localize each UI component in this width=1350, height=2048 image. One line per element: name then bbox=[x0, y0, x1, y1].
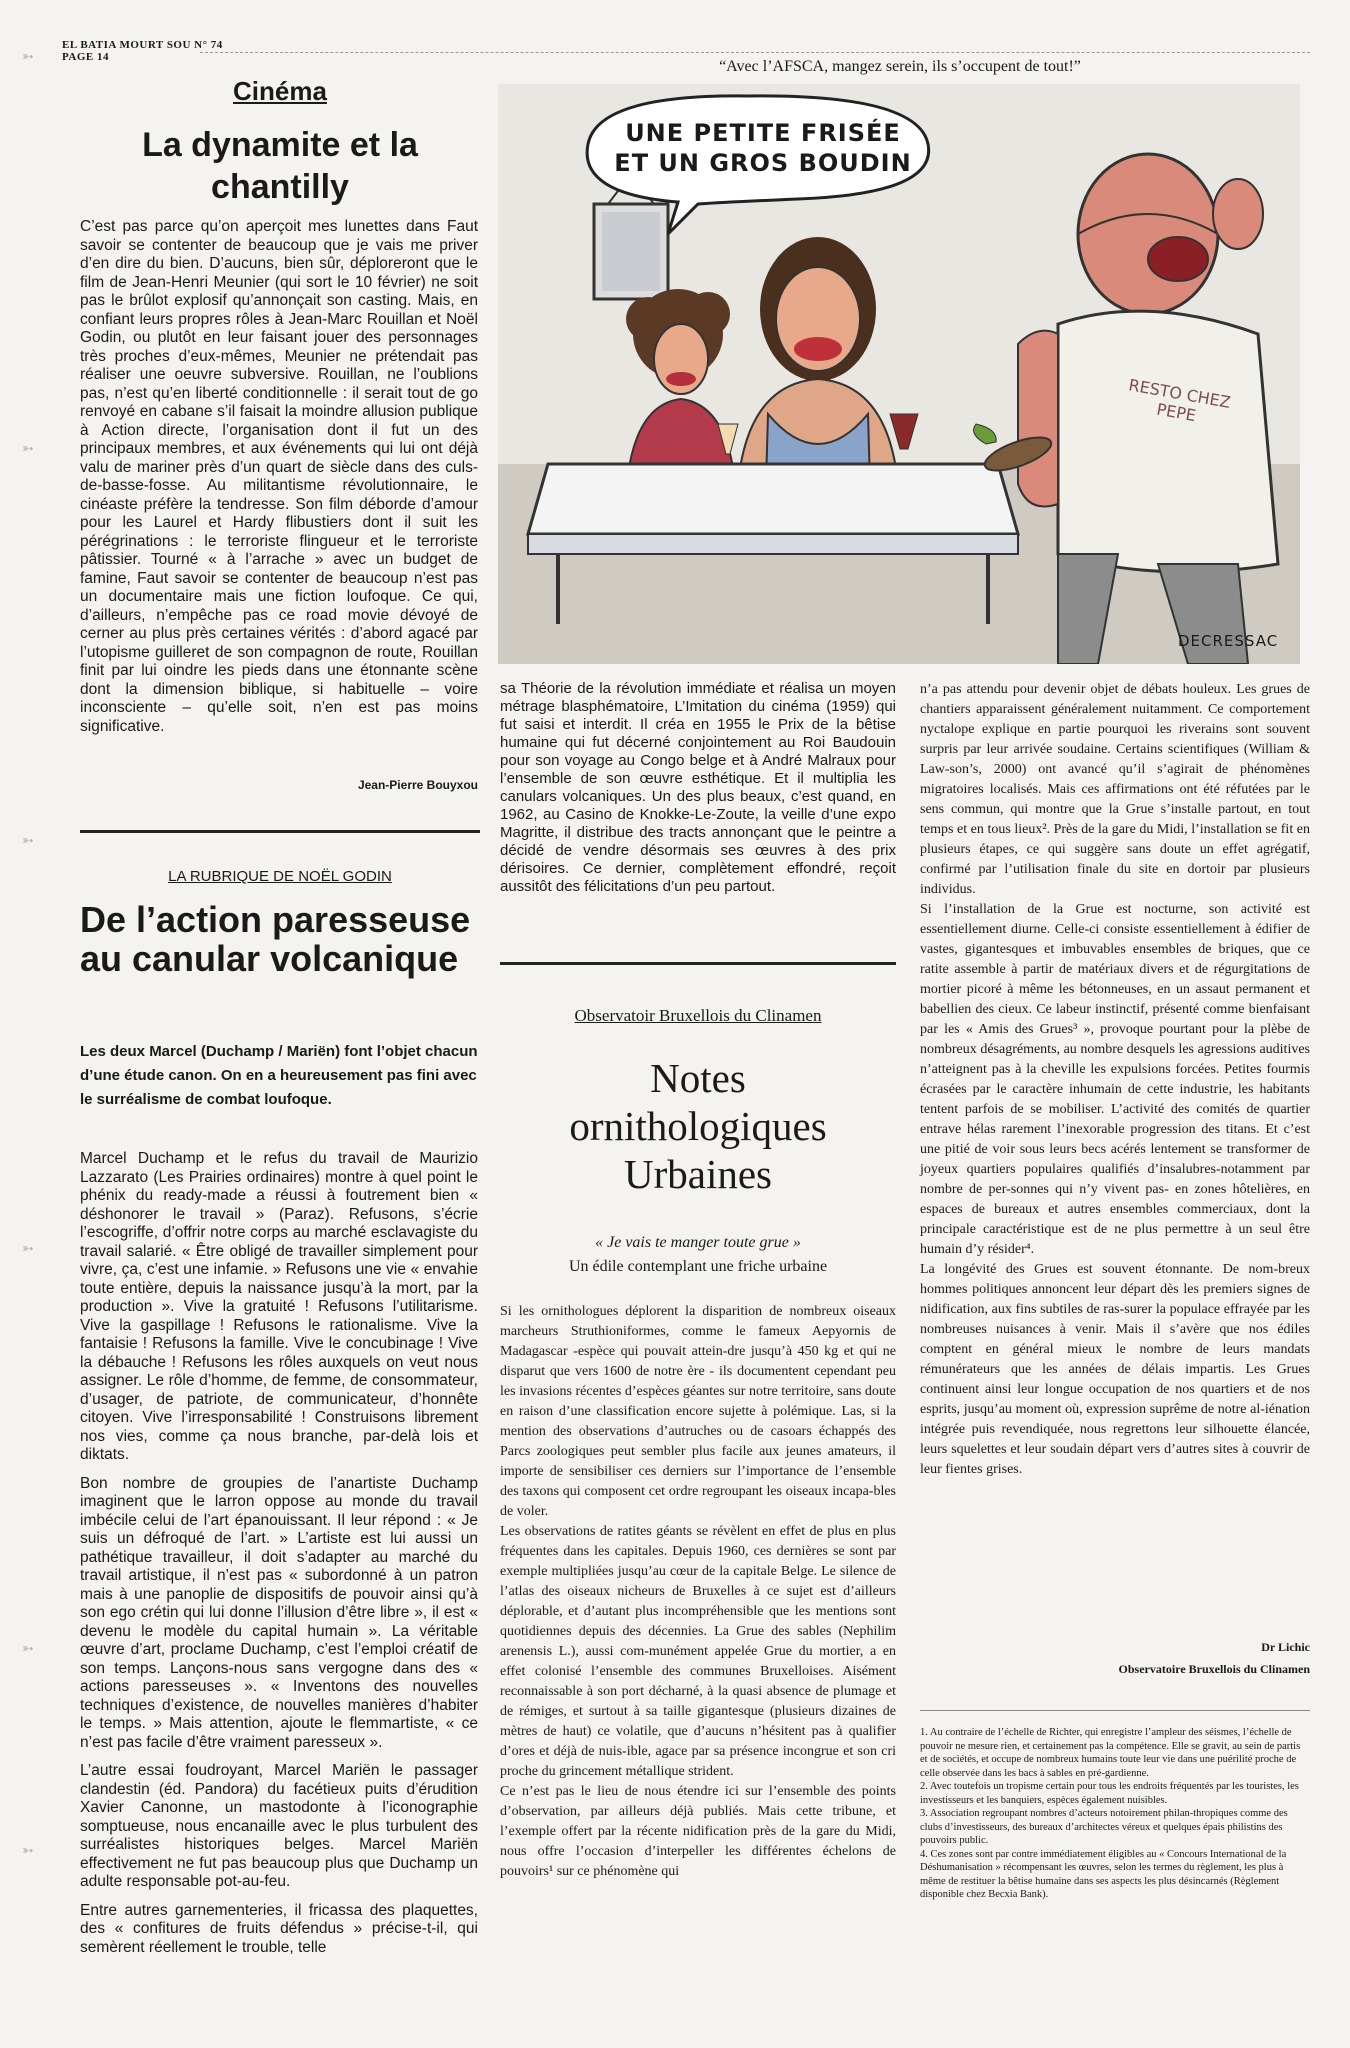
ornitho-title-line: Notes bbox=[650, 1055, 746, 1101]
margin-arrow-icon: ➳ bbox=[22, 1640, 34, 1656]
ornitho-paragraph: Si l’installation de la Grue est nocturne, son activité est essentiellement diurne. Celle-ci consiste essentiellement à édifier de vastes, gigantesques et imbuvables ensembles de briques, que ce ratite assemble à partir de matériaux divers et de régurgitations de mortier picoré à même les bétonneuses, en un assaut permanent et babellien des cieux. Ce labeur instinctif, présenté comme bienfaisant par les « Amis des Grues³ », provoque pourtant pour la plèbe de nombreux désagréments, au nombre desquels les agressions auditives n’atteignent pas à la cheville les expulsions forcées. Petites fourmis écrasées par le caractère inhumain de cette industrie, les habitants tentent parfois de se mobiliser. L’activité des comités de quartier entrave hélas rarement l’inexorable progression des titans. Et c’est une pitié de voir sous leurs becs acérés lentement se transformer de joyeux quartiers populaires qualifiés d’insalubres-notamment par nombre de per-sonnes qui n’y vivent pas- en zones hôtelières, en espaces de bureaux et autres ensembles commerciaux, dont la principale caractéristique est de ne plus permettre à un seul être humain d’y résider⁴. bbox=[920, 902, 1310, 1257]
ornitho-paragraph: n’a pas attendu pour devenir objet de débats houleux. Les grues de chantiers apparaissent généralement nuitamment. Ce comportement nyctalope explique en partie pourquoi les riverains sont souvent surpris par leur arrivée soudaine. Certains scientifiques (William & Law-son’s, 2000) ont avancé qu’il s’agirait de phénomènes migratoires localisés. Mais ces affirmations ont été réfutées par le sens commun, qui montre que la Grue s’installe partout, en tout temps et en tous lieux². Près de la gare du Midi, l’installation se fit en plusieurs étapes, ce qui suggère sans doute un effet agrégatif, confirmé par l’utilisation finale du site en dortoir par plusieurs individus. bbox=[920, 682, 1310, 897]
ornitho-kicker: Observatoir Bruxellois du Clinamen bbox=[574, 1006, 822, 1025]
speech-bubble-line: UNE PETITE FRISÉE bbox=[625, 119, 901, 147]
tshirt-text: RESTO CHEZ PEPE bbox=[1127, 375, 1233, 426]
ornitho-paragraph: Les observations de ratites géants se révèlent en effet de plus en plus fréquentes dans les capitales. Depuis 1960, ces dernières se sont par exemple multipliées jusqu’au cœur de la capitale Belge. Le silence de l’atlas des oiseaux nicheurs de Bruxelles à ce sujet est d’ailleurs déplorable, et d’autant plus incompréhensible que les mentions sont quotidiennes depuis des décennies. La Grue des sables (Nephilim arenensis L.), aussi com-munément appelée Grue du mortier, a en effet colonisé l’ensemble des communes Bruxelloises. Aisément reconnaissable à son port décharné, à la quasi absence de plumage et de rémiges, et surtout à sa taille gigantesque (plusieurs dizaines de mètres de haut) ce volatile, que d’aucuns n’hésitent pas à qualifier d’ores et déjà de nuis-ible, agace par sa présence incongrue et son cri proche du grincement métallique strident. bbox=[500, 1524, 896, 1779]
godin-paragraph: sa Théorie de la révolution immédiate et réalisa un moyen métrage blasphématoire, L’Imitation du cinéma (1959) qui fut saisi et interdit. Il créa en 1955 le Prix de la bêtise humaine qui fut décerné conjointement au Roi Baudouin pour son voyage au Congo belge et à André Malraux pour l’ensemble de son œuvre esthétique. Et il multiplia les canulars volcaniques. Un des plus beaux, c’est quand, en 1962, au Casino de Knokke-Le-Zoute, la veille d’une expo Magritte, il distribue des tracts annonçant que le peintre a décidé de vendre désormais ses œuvres à des prix dérisoires. Ce dernier, complètement effondré, reçoit aussitôt des félicitations d’un peu partout. bbox=[500, 680, 896, 895]
section-divider bbox=[80, 830, 480, 833]
cinema-article-title: La dynamite et la chantilly bbox=[142, 126, 418, 206]
ornitho-quote: « Je vais te manger toute grue » bbox=[595, 1234, 801, 1251]
cartoon-illustration bbox=[498, 84, 1300, 664]
ornitho-title bbox=[500, 1054, 896, 1198]
margin-arrow-icon: ➳ bbox=[22, 440, 34, 456]
ornitho-title-line: ornithologiques bbox=[569, 1103, 827, 1149]
ornitho-body-right bbox=[920, 680, 1310, 1480]
header-rule bbox=[200, 52, 1310, 53]
speech-bubble bbox=[593, 118, 933, 178]
cinema-article-body bbox=[80, 218, 478, 746]
footnote: 4. Ces zones sont par contre immédiatement éligibles au « Concours International de la Déshumanisation » récompensant les œuvres, selon les termes du règlement, les plus à même de restituer la bêtise humaine dans ses aspects les plus désincarnés (Règlement disponible chez Becxia Bank). bbox=[920, 1848, 1287, 1900]
footnote: 1. Au contraire de l’échelle de Richter, qui enregistre l’ampleur des séismes, l’échelle de pouvoir ne mesure rien, et certainement pas la compétence. Elle se gravit, au sein de partis et de sociétés, et occupe de nombreux humains toute leur vie dans une puérilité proche de celle observée dans les bacs à sables en pré-gardienne. bbox=[920, 1727, 1301, 1779]
godin-rubric: LA RUBRIQUE DE NOËL GODIN bbox=[168, 868, 392, 885]
cinema-section-title: Cinéma bbox=[233, 76, 327, 106]
ornitho-paragraph: Ce n’est pas le lieu de nous étendre ici sur l’ensemble des points d’observation, par ailleurs déjà publiés. Mais cette tribune, et l’exemple offert par la récente nidification près de la gare du Midi, nous offre l’occasion d’interpeller les différentes échelons de pouvoirs¹ sur ce phénomène qui bbox=[500, 1784, 896, 1879]
godin-paragraph: L’autre essai foudroyant, Marcel Mariën le passager clandestin (éd. Pandora) du facétieux puits d’érudition Xavier Canonne, un mastodonte à l’iconographie somptueuse, nous encanaille avec le plus turbulent des surréalistes historiques belges. Marcel Mariën effectivement ne fut pas beaucoup plus que Duchamp un adulte responsable pot-au-feu. bbox=[80, 1762, 478, 1890]
margin-arrow-icon: ➳ bbox=[22, 1842, 34, 1858]
margin-arrow-icon: ➳ bbox=[22, 832, 34, 848]
godin-continuation bbox=[500, 680, 896, 906]
godin-article-body bbox=[80, 1150, 478, 1967]
cinema-author: Jean-Pierre Bouyxou bbox=[357, 778, 478, 792]
footnote-divider bbox=[920, 1710, 1310, 1711]
ornitho-quote-attribution: Un édile contemplant une friche urbaine bbox=[568, 1258, 828, 1275]
ornitho-title-line: Urbaines bbox=[623, 1151, 772, 1197]
godin-paragraph: Entre autres garnementeries, il fricassa des plaquettes, des « confitures de fruits défendus » précise-t-il, qui semèrent réellement le trouble, telle bbox=[80, 1901, 478, 1956]
page-number: PAGE 14 bbox=[62, 51, 109, 63]
godin-paragraph: Marcel Duchamp et le refus du travail de Maurizio Lazzarato (Les Prairies ordinaires) montre à quel point le phénix du ready-made a réussi à foutrement bien « déshonorer le travail » (Paraz). Refusons, s’écrie l’escogriffe, d’offrir notre corps au marché esclavagiste du travail salarié. « Être obligé de travailler simplement pour vivre, ça, c’est une infamie. » Refusons une vie « envahie toute entière, depuis la naissance jusqu’à la mort, par la production ». Vive la gratuité ! Refusons l’utilitarisme. Vive la gaspillage ! Refusons le rationalisme. Vive la fantaisie ! Refusons la famille. Vive le concubinage ! Vive la débauche ! Refusons les rôles auxquels on veut nous assigner. Le rôle d’homme, de femme, de consommateur, d’usager, de patriote, de communicateur, d’honnête citoyen. Vive l’irresponsabilité ! Construisons librement nos vies, comme ça nous branche, par-delà lois et diktats. bbox=[80, 1150, 478, 1463]
ornitho-paragraph: Si les ornithologues déplorent la disparition de nombreux oiseaux marcheurs Struthioniformes, comme le fameux Aepyornis de Madagascar -espèce qui pouvait attein-dre jusqu’à 450 kg et qui ne disparut que vers 1600 de notre ère - ils documentent cependant peu les invasions récentes d’espèces géantes sur notre territoire, sans doute en raison d’une classification encore sujette à polémique. Las, si la mention des observations d’autruches ou de casoars échappés des Parcs zoologiques peut sembler plus facile aux jeunes amateurs, il importe de sensibiliser ces derniers sur l’importance de l’ensemble des taxons qui composent cet ordre regroupant les oiseaux incapa-bles de voler. bbox=[500, 1304, 896, 1519]
margin-arrow-icon: ➳ bbox=[22, 48, 34, 64]
cartoon-caption: “Avec l’AFSCA, mangez serein, ils s’occupent de tout!” bbox=[719, 58, 1081, 75]
margin-arrow-icon: ➳ bbox=[22, 1240, 34, 1256]
issue-header: EL BATIA MOURT SOU N° 74 bbox=[62, 39, 223, 51]
speech-bubble-line: ET UN GROS BOUDIN bbox=[614, 149, 912, 177]
section-divider bbox=[500, 962, 896, 965]
footnote: 3. Association regroupant nombres d’acteurs notoirement philan-thropiques comme des clubs d’investisseurs, des bureaux d’architectes véreux et quelques épais philistins des pouvoirs public. bbox=[920, 1808, 1288, 1846]
godin-lead: Les deux Marcel (Duchamp / Mariën) font l’objet chacun d’une étude canon. On en a heureusement pas fini avec le surréalisme de combat loufoque. bbox=[80, 1043, 478, 1108]
ornitho-author-org: Observatoire Bruxellois du Clinamen bbox=[1118, 1662, 1310, 1676]
ornitho-body-left bbox=[500, 1302, 896, 1882]
cinema-paragraph: C’est pas parce qu’on aperçoit mes lunettes dans Faut savoir se contenter de beaucoup que je vais me priver d’en dire du bien. D’aucuns, bien sûr, déploreront que le film de Jean-Henri Meunier (qui sort le 10 février) ne soit pas le brûlot explosif qu’annonçait son casting. Mais, en confiant leurs propres rôles à Jean-Marc Rouillan et Noël Godin, ou plutôt en leur faisant jouer des personnages très proches d’eux-mêmes, Meunier ne prétendait pas réaliser une oeuvre subversive. Rouillan, ne l’oublions pas, n’est qu’en liberté conditionnelle : il serait tout de go renvoyé en cabane s’il faisait la moindre allusion publique à Action directe, l’organisation dont il fut un des principaux membres, et aux événements qui lui ont déjà valu de mariner près d’un quart de siècle dans des culs-de-basse-fosse. Au militantisme révolutionnaire, le cinéaste préfère la tendresse. Son film déborde d’amour pour les Laurel et Hardy flibustiers dont il suit les pérégrinations : le terroriste flingueur et le terroriste pâtissier. Tourné « à l’arrache » avec un budget de famine, Faut savoir se contenter de beaucoup n’est pas un documentaire mais une fiction loufoque. Ce qui, d’ailleurs, n’empêche pas ce road movie dévoyé de cerner au plus près certaines vérités : d’abord agacé par l’utopisme guilleret de son compagnon de route, Rouillan finit par lui oindre les pieds dans une étonnante scène dont la dimension biblique, si habituelle – voire inconsciente – qu’elle soit, n’en est pas moins significative. bbox=[80, 218, 478, 735]
godin-article-title: De l’action paresseuse au canular volcanique bbox=[80, 899, 471, 979]
footnote: 2. Avec toutefois un tropisme certain pour tous les endroits fréquentés par les touristes, les investisseurs et les banquiers, espèces également nuisibles. bbox=[920, 1781, 1299, 1806]
footnotes bbox=[920, 1726, 1310, 1902]
godin-paragraph: Bon nombre de groupies de l’anartiste Duchamp imaginent que le larron oppose au monde du travail imbécile celui de l’art épanouissant. Il leur répond : « Je suis un défroqué de l’art. » L’artiste est lui aussi un pathétique travailleur, il doit s’adapter au marché du travail artistique, il n’est pas « subordonné à un patron mais à une panoplie de dispositifs de pouvoir ainsi qu’à son ego crétin qui lui donne l’illusion d’être libre », il est « devenu le modèle du capital humain ». La véritable œuvre d’art, proclame Duchamp, c’est l’emploi créatif de son temps. Lançons-nous sans vergogne dans des « actions paresseuses ». « Inventons des nouvelles techniques d’existence, de nouvelles manières d’habiter le temps. » Mais attention, ajoute le flemmartiste, « ce n’est pas facile d’être vraiment paresseux ». bbox=[80, 1474, 478, 1751]
ornitho-paragraph: La longévité des Grues est souvent étonnante. De nom-breux hommes politiques annoncent leur départ dès les premiers signes de nidification, aux fins subtiles de ras-surer la populace effrayée par les nombreuses nuisances à venir. Mais il s’avère que nos édiles comptent en général mieux le nombre de leurs mandats rémunérateurs que les années de délais impartis. Les Grues continuent ainsi leur longue occupation de nos quartiers et de nos esprits, jusqu’au moment où, expression suprême de notre al-iénation intégrée puis revendiquée, nous regrettons leur silhouette élancée, leurs squelettes et leur soudain départ vers d’autres sites à couvrir de leur fientes grises. bbox=[920, 1262, 1310, 1477]
ornitho-author: Dr Lichic bbox=[1261, 1640, 1310, 1654]
cartoon-signature: DECRESSAC bbox=[1178, 632, 1279, 650]
